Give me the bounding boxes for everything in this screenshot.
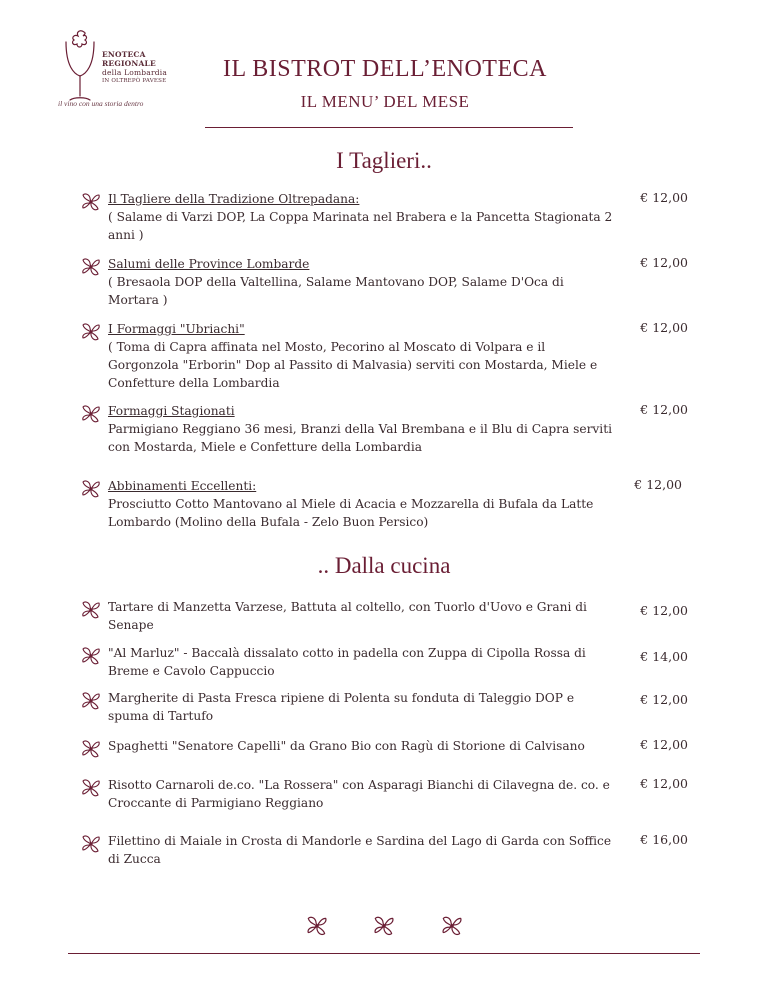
- flower-icon: [80, 777, 102, 799]
- menu-item-name: Abbinamenti Eccellenti:: [108, 479, 257, 493]
- menu-item-price: € 12,00: [634, 477, 682, 492]
- section-heading-cucina: .. Dalla cucina: [317, 553, 451, 578]
- menu-item-price: € 12,00: [640, 692, 688, 707]
- flower-icon: [80, 599, 102, 621]
- menu-item-description: ( Bresaola DOP della Valtellina, Salame Mantovano DOP, Salame D'Oca di Mortara ): [108, 275, 564, 307]
- menu-item-price: € 12,00: [640, 402, 688, 417]
- menu-item-name: Il Tagliere della Tradizione Oltrepadana:: [108, 192, 360, 206]
- section-heading-taglieri: I Taglieri..: [336, 148, 432, 173]
- menu-item-name: Salumi delle Province Lombarde: [108, 257, 310, 271]
- flower-icon: [372, 914, 396, 938]
- wine-glass-logo-icon: [58, 26, 102, 106]
- menu-item-description: Risotto Carnaroli de.co. "La Rossera" con Asparagi Bianchi di Cilavegna de. co. e Croccante di Parmigiano Reggiano: [108, 778, 610, 810]
- flower-icon: [80, 191, 102, 213]
- menu-item-price: € 16,00: [640, 832, 688, 847]
- flower-icon: [80, 645, 102, 667]
- footer-divider: [68, 953, 700, 954]
- menu-item-price: € 12,00: [640, 190, 688, 205]
- menu-item-description: ( Salame di Varzi DOP, La Coppa Marinata nel Brabera e la Pancetta Stagionata 2 anni ): [108, 210, 613, 242]
- flower-icon: [80, 478, 102, 500]
- flower-icon: [80, 738, 102, 760]
- menu-item-description: Margherite di Pasta Fresca ripiene di Polenta su fonduta di Taleggio DOP e spuma di Tartufo: [108, 691, 575, 723]
- logo-line-4: IN OLTREPÒ PAVESE: [102, 78, 167, 84]
- menu-item-description: Tartare di Manzetta Varzese, Battuta al coltello, con Tuorlo d'Uovo e Grani di Senape: [108, 600, 587, 632]
- flower-icon: [305, 914, 329, 938]
- logo-line-2: REGIONALE: [102, 59, 156, 68]
- logo-tagline: il vino con una storia dentro: [58, 99, 144, 108]
- flower-icon: [440, 914, 464, 938]
- menu-item-description: "Al Marluz" - Baccalà dissalato cotto in padella con Zuppa di Cipolla Rossa di Breme e Cavolo Cappuccio: [108, 646, 586, 678]
- menu-item-description: ( Toma di Capra affinata nel Mosto, Pecorino al Moscato di Volpara e il Gorgonzola "Erborin" Dop al Passito di Malvasia) serviti con Mostarda, Miele e Confetture della Lombardia: [108, 340, 598, 390]
- flower-icon: [80, 321, 102, 343]
- menu-item-description: Prosciutto Cotto Mantovano al Miele di Acacia e Mozzarella di Bufala da Latte Lombardo (Molino della Bufala - Zelo Buon Persico): [108, 497, 594, 529]
- menu-item-price: € 12,00: [640, 255, 688, 270]
- footer-ornaments: [0, 914, 768, 944]
- flower-icon: [80, 833, 102, 855]
- logo-line-1: ENOTECA: [102, 50, 146, 59]
- page-title: IL BISTROT DELL’ENOTECA: [223, 56, 547, 82]
- logo-line-3: della Lombardia: [102, 68, 168, 77]
- menu-item-price: € 12,00: [640, 737, 688, 752]
- menu-item-description: Parmigiano Reggiano 36 mesi, Branzi della Val Brembana e il Blu di Capra serviti con Mostarda, Miele e Confetture della Lombardia: [108, 422, 613, 454]
- menu-item-text: [108, 320, 613, 392]
- title-divider: [205, 127, 573, 128]
- logo-text: [102, 50, 167, 86]
- menu-item-price: € 12,00: [640, 776, 688, 791]
- menu-item-price: € 12,00: [640, 320, 688, 335]
- menu-item-price: € 14,00: [640, 649, 688, 664]
- flower-icon: [80, 256, 102, 278]
- menu-item-description: Filettino di Maiale in Crosta di Mandorle e Sardina del Lago di Garda con Soffice di Zucca: [108, 834, 612, 866]
- menu-item-text: [108, 190, 613, 244]
- menu-item-text: [108, 477, 613, 531]
- flower-icon: [80, 403, 102, 425]
- menu-item-name: I Formaggi "Ubriachi": [108, 322, 245, 336]
- menu-item-price: € 12,00: [640, 603, 688, 618]
- menu-item-description: Spaghetti "Senatore Capelli" da Grano Bio con Ragù di Storione di Calvisano: [108, 739, 585, 753]
- menu-item-text: [108, 402, 613, 456]
- menu-item-name: Formaggi Stagionati: [108, 404, 235, 418]
- menu-item-text: [108, 255, 613, 309]
- flower-icon: [80, 690, 102, 712]
- page-subtitle: IL MENU’ DEL MESE: [300, 92, 470, 111]
